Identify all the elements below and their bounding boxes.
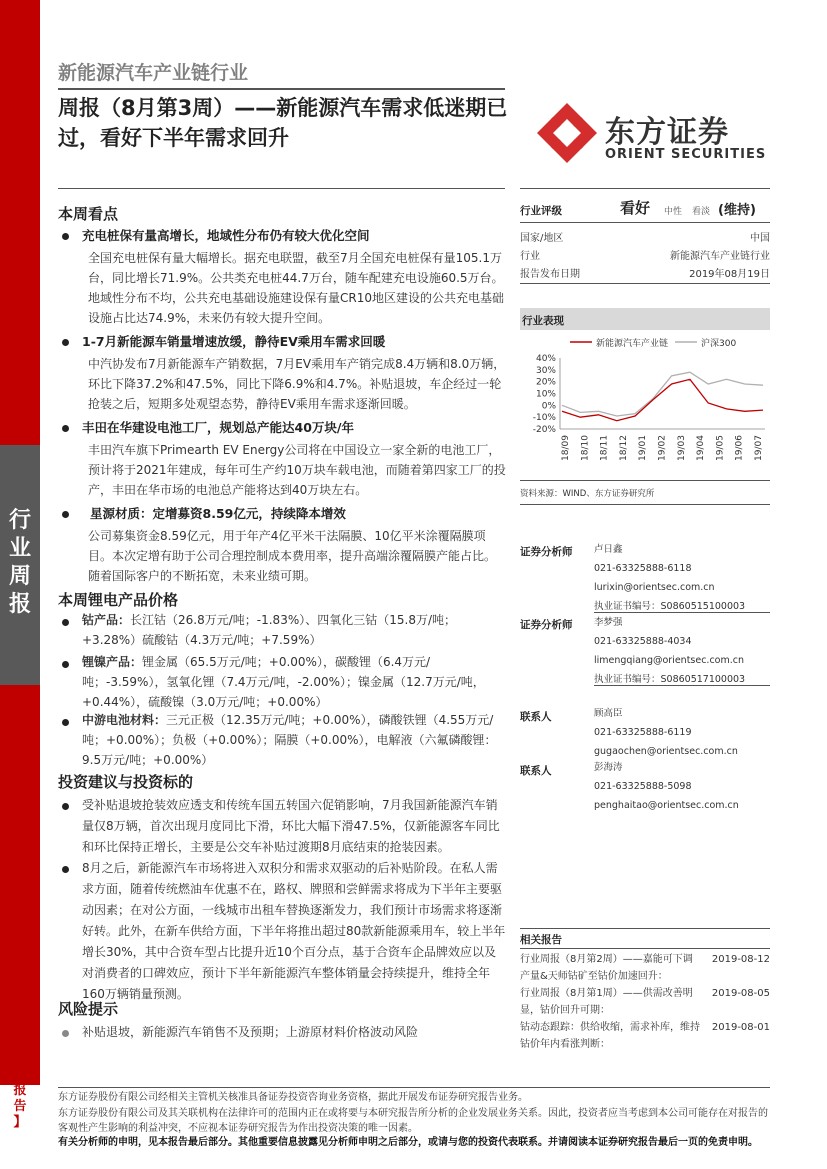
- legend-label: 新能源汽车产业链: [596, 339, 669, 349]
- right-divider: [594, 685, 770, 686]
- analyst-cert: 执业证书编号：S0860517100003: [594, 674, 746, 685]
- x-tick-label: 18/10: [580, 435, 591, 461]
- logo-en: ORIENT SECURITIES: [605, 147, 767, 162]
- bullet-icon: [62, 233, 69, 240]
- weekly-item-text: 丰田汽车旗下Primearth EV Energy公司将在中国设立一家全新的电池工厂，预计将于2021年建成，每年可生产约10万块车载电池，而随着第四家工厂的投产，丰田在华市场的电池总产能将达到40万块左右。: [88, 443, 506, 497]
- sidebar-char: 业: [8, 536, 31, 561]
- contact-info: [594, 704, 738, 761]
- analyst-email[interactable]: lurixin@orientsec.com.cn: [594, 582, 715, 593]
- rating-value: 看好: [620, 199, 651, 217]
- bullet-icon: [62, 719, 69, 726]
- contact-name: 彭海涛: [594, 762, 623, 773]
- section-divider: [58, 188, 505, 189]
- analyst-name: 卢日鑫: [594, 544, 623, 555]
- bullet-icon: [62, 511, 69, 518]
- contact-label: 联系人: [520, 711, 552, 723]
- weekly-item-title: 1-7月新能源车销量增速放缓，静待EV乘用车需求回暖: [82, 334, 386, 349]
- series-industry-line: [562, 379, 763, 420]
- rating-val: 2019年08月19日: [689, 269, 770, 280]
- x-tick-label: 19/03: [676, 435, 687, 461]
- y-tick-label: 0%: [541, 401, 556, 412]
- contact-name: 顾高臣: [594, 708, 623, 719]
- sidebar-char: 行: [8, 508, 31, 533]
- x-tick-label: 19/07: [754, 435, 764, 461]
- bullet-icon: [62, 866, 69, 873]
- related-item-date: 2019-08-05: [711, 988, 770, 999]
- sidebar-section-label: [0, 445, 40, 685]
- x-tick-label: 19/02: [657, 435, 668, 461]
- rating-neutral: 中性: [664, 207, 683, 217]
- report-type-char: 研: [13, 1051, 27, 1066]
- analyst-name: 李梦强: [594, 617, 623, 628]
- price-item-text: 三元正极（12.35万元/吨；+0.00%），磷酸铁锂（4.55万元/吨；+0.00%）；负极（+0.00%）；隔膜（+0.00%），电解液（六氟磷酸锂：9.5万元/吨；+0.00%）: [82, 713, 497, 767]
- right-divider: [520, 222, 770, 223]
- analyst-cert: 执业证书编号：S0860515100003: [594, 601, 746, 612]
- footer-line3: 有关分析师的申明，见本报告最后部分。其他重要信息披露见分析师申明之后部分，或请与您的投资代表联系。并请阅读本证券研究报告最后一页的免责申明。: [58, 1137, 758, 1148]
- analyst-label: 证券分析师: [520, 546, 573, 558]
- report-type-char: ·: [17, 1003, 23, 1018]
- related-heading: 相关报告: [520, 934, 562, 946]
- y-tick-label: 20%: [535, 377, 556, 388]
- advice-item: 受补贴退坡抢装效应透支和传统车国五转国六促销影响，7月我国新能源汽车销量仅8万辆，首次出现月度同比下滑，环比大幅下滑47.5%，仅新能源客车同比和环比保持正增长，主要是公交车补贴过渡期8月底结束的抢装因素。: [82, 798, 500, 854]
- bullet-icon: [62, 1030, 69, 1037]
- risk-heading: 风险提示: [58, 1000, 119, 1018]
- contact-email[interactable]: gugaochen@orientsec.com.cn: [594, 746, 738, 757]
- y-tick-label: -10%: [532, 413, 556, 424]
- x-tick-label: 19/06: [734, 435, 745, 461]
- right-divider: [520, 948, 770, 949]
- x-tick-label: 19/04: [696, 435, 707, 461]
- report-type-char: 【: [13, 955, 27, 970]
- price-item: [82, 710, 507, 770]
- analyst-label: 证券分析师: [520, 619, 573, 631]
- contact-email[interactable]: penghaitao@orientsec.com.cn: [594, 800, 739, 811]
- report-type-char: 告: [13, 1099, 27, 1114]
- bullet-icon: [62, 425, 69, 432]
- related-item-title[interactable]: 行业周报（8月第2周）——嘉能可下调产量&天师钴矿至钴价加速回升：: [520, 954, 693, 982]
- price-item-label: 钴产品：: [82, 613, 131, 627]
- weekly-item-title: 充电桩保有量高增长，地域性分布仍有较大优化空间: [82, 228, 370, 243]
- right-divider: [520, 928, 770, 929]
- sidebar-char: 报: [8, 592, 31, 617]
- performance-heading-bar: [520, 308, 770, 330]
- x-tick-label: 18/12: [618, 435, 629, 461]
- title-rule: [58, 88, 505, 90]
- y-tick-label: 10%: [535, 389, 556, 400]
- page-title: 周报（8月第3周）——新能源汽车需求低迷期已过，看好下半年需求回升: [58, 96, 508, 150]
- legend-label: 沪深300: [701, 339, 737, 349]
- logo-cn: 东方证券: [605, 115, 729, 150]
- related-item-title[interactable]: 行业周报（8月第1周）——供需改善明显，钴价回升可期：: [520, 988, 693, 1016]
- weekly-item-text: 中汽协发布7月新能源车产销数据，7月EV乘用车产销完成8.4万辆和8.0万辆，环比下降37.2%和47.5%，同比下降6.9%和4.7%。补贴退坡，车企经过一轮抢装之后，短期多处观望态势，静待EV乘用车需求逐渐回暖。: [88, 357, 506, 411]
- bullet-icon: [62, 619, 69, 626]
- industry-name: 新能源汽车产业链行业: [58, 62, 249, 84]
- right-divider: [520, 188, 770, 189]
- chart-source: 资料来源：WIND、东方证券研究所: [520, 489, 655, 499]
- right-divider: [520, 283, 770, 284]
- weekly-heading: 本周看点: [58, 205, 119, 223]
- x-tick-label: 19/05: [715, 435, 726, 461]
- sidebar-char: 周: [8, 564, 31, 589]
- footer-line2: 东方证券股份有限公司及其关联机构在法律许可的范围内正在或将要与本研究报告所分析的企业发展业务关系。因此，投资者应当考虑到本公司可能存在对报告的客观性产生影响的利益冲突，不应视本证券研究报告为作出投资决策的唯一因素。: [58, 1108, 768, 1134]
- performance-chart: [520, 334, 770, 464]
- analyst-email[interactable]: limengqiang@orientsec.com.cn: [594, 655, 745, 666]
- rating-key: 国家/地区: [520, 233, 564, 244]
- report-type-char: 究: [13, 1067, 27, 1082]
- report-type-char: 券: [13, 1035, 27, 1050]
- price-item-text: 锂金属（65.5万元/吨；+0.00%），碳酸锂（6.4万元/吨；-3.59%），氢氧化锂（7.4万元/吨，-2.00%）；镍金属（12.7万元/吨，+0.44%），硫酸镍（3.0万元/吨；+0.00%）: [82, 655, 485, 709]
- company-logo: [535, 105, 775, 165]
- report-type-char: 业: [13, 987, 27, 1002]
- report-type-label: [8, 955, 32, 1131]
- contact-label: 联系人: [520, 765, 552, 777]
- right-divider: [520, 480, 770, 481]
- sidebar-section-text: [0, 507, 40, 619]
- rating-key: 行业: [520, 251, 540, 262]
- sidebar-red-top: [0, 0, 40, 445]
- weekly-item-title: 星源材质：定增募资8.59亿元，持续降本增效: [90, 506, 346, 521]
- analyst-info: [594, 540, 745, 616]
- price-item: [82, 652, 507, 712]
- report-type-char: 证: [13, 1019, 27, 1034]
- rating-key: 报告发布日期: [520, 269, 580, 280]
- bullet-icon: [62, 803, 69, 810]
- rating-status: (维持): [718, 203, 756, 218]
- report-type-char: 行: [13, 971, 27, 986]
- weekly-item-text: 全国充电桩保有量大幅增长。据充电联盟，截至7月全国充电桩保有量105.1万台，同比增长71.9%。公共类充电桩44.7万台，随车配建充电设施60.5万台。地域性分布不均，公共充电基础设施建设保有量CR10地区建设的公共充电基础设施占比达74.9%，未来仍有较大提升空间。: [88, 251, 504, 325]
- contact-info: [594, 758, 739, 815]
- contact-phone: 021-63325888-5098: [594, 781, 692, 792]
- weekly-item-text: 公司募集资金8.59亿元，用于年产4亿平米干法隔膜、10亿平米涂覆隔膜项目。本次定增有助于公司合理控制成本费用率，提升高端涂覆隔膜产能占比。随着国际客户的不断拓宽，未来业绩可期。: [88, 529, 497, 583]
- bullet-icon: [62, 339, 69, 346]
- price-item-text: 长江钴（26.8万元/吨；-1.83%）、四氧化三钴（15.8万/吨；+3.28%）硫酸钴（4.3万元/吨；+7.59%）: [82, 613, 456, 647]
- prices-heading: 本周锂电产品价格: [58, 591, 179, 609]
- related-item-date: 2019-08-12: [711, 954, 770, 965]
- advice-item: 8月之后，新能源汽车市场将进入双积分和需求双驱动的后补贴阶段。在私人需求方面，随着传统燃油车优惠不在，路权、牌照和尝鲜需求将成为下半年主要驱动因素；在对公方面，一线城市出租车替换逐渐发力，我们预计市场需求将逐渐好转。此外，在新车供给方面，下半年将推出超过80款新能源乘用车，较上半年增长30%，其中合资车型占比提升近10个百分点，基于合资车企品牌效应以及对消费者的口碑效应，预计下半年新能源汽车整体销量会持续提升，维持全年160万辆销量预测。: [82, 861, 506, 1001]
- price-item: [82, 610, 507, 650]
- x-tick-label: 19/01: [638, 435, 649, 461]
- price-item-label: 锂镍产品：: [82, 655, 143, 669]
- right-divider: [520, 504, 770, 505]
- analyst-info: [594, 613, 745, 689]
- rating-val: 新能源汽车产业链行业: [670, 251, 770, 262]
- orient-logo-icon: [535, 101, 599, 165]
- rating-label: 行业评级: [520, 205, 562, 217]
- report-type-char: 报: [13, 1083, 27, 1098]
- related-item-title[interactable]: 钴动态跟踪：供给收缩，需求补库，维持钴价年内看涨判断：: [520, 1022, 700, 1050]
- price-item-label: 中游电池材料：: [82, 713, 167, 727]
- analyst-phone: 021-63325888-6118: [594, 563, 692, 574]
- weekly-item-title: 丰田在华建设电池工厂，规划总产能达40万块/年: [82, 420, 354, 435]
- y-tick-label: 30%: [535, 365, 556, 376]
- analyst-phone: 021-63325888-4034: [594, 636, 692, 647]
- y-tick-label: 40%: [535, 354, 556, 364]
- bullet-icon: [62, 661, 69, 668]
- advice-heading: 投资建议与投资标的: [58, 773, 194, 791]
- rating-val: 中国: [750, 233, 770, 244]
- footer-divider: [58, 1087, 770, 1088]
- x-tick-label: 18/09: [561, 435, 571, 461]
- performance-heading: 行业表现: [522, 315, 564, 327]
- y-tick-label: -20%: [532, 425, 556, 435]
- x-tick-label: 18/11: [599, 435, 610, 461]
- contact-phone: 021-63325888-6119: [594, 727, 692, 738]
- risk-text: 补贴退坡，新能源汽车销售不及预期；上游原材料价格波动风险: [82, 1025, 419, 1039]
- footer-line1: 东方证券股份有限公司经相关主管机关核准具备证券投资咨询业务资格，据此开展发布证券研究报告业务。: [58, 1092, 528, 1103]
- related-item-date: 2019-08-01: [711, 1022, 770, 1033]
- report-type-char: 】: [13, 1115, 27, 1130]
- rating-bearish: 看淡: [692, 207, 711, 217]
